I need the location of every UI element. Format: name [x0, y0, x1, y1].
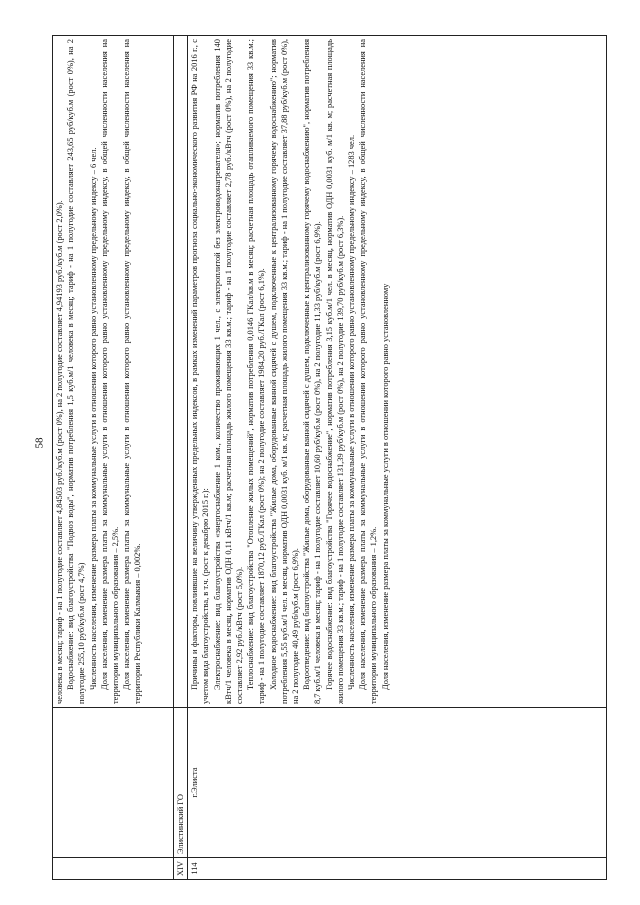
tariff-table — [52, 35, 607, 880]
paragraph: Холодное водоснабжение: вид благоустройства "Жилые дома, оборудованные ванной сидячей с душем, подключенные к централизованному горячему водоснабжению"; норматив потребления 5,55 куб.м/1 чел. в месяц, норматив ОДН 0,0031 куб. м/1 кв. м; расчетная площадь жилого помещения 33 кв.м.; тариф - на 1 полугодие составляет 37,88 руб/куб.м (рост 0%), на 2 полугодие 40,49 руб/куб.м (рост 6,9%). — [268, 39, 301, 704]
paragraph: Численность населения, изменение размера платы за коммунальные услуги в отношении которого равно установленному предельному индексу – 6 чел. — [88, 147, 98, 690]
continuation-number-cell — [53, 858, 174, 880]
continuation-text-cell — [53, 36, 174, 708]
entry-row — [188, 36, 607, 880]
paragraph: Численность населения, изменение размера платы за коммунальные услуги в отношении которого равно установленному предельному индексу – 1283 чел. — [347, 134, 357, 690]
paragraph: Водоснабжение: вид благоустройства "Подвоз воды", норматив потребления 1,5 куб.м/1 человека в месяц; тариф - на 1 полугодие составляет 243,65 руб/куб.м (рост 0%), на 2 полугодие 255,10 руб/куб.м (рост 4,7%) — [66, 39, 87, 704]
paragraph: Доля населения, изменение размера платы за коммунальные услуги в отношении которого равно установленному предельному индексу, в общей численности населения на территории муниципального образования – 2,5%. — [99, 39, 121, 704]
document-table-rotated — [52, 35, 607, 880]
page-number: 58 — [33, 437, 46, 449]
section-number: XIV — [174, 858, 188, 880]
paragraph: Горячее водоснабжение: вид благоустройства "Горячее водоснабжение", норматив потребления 3,15 куб.м/1 чел. в месяц, норматив ОДН 0,0031 куб. м/1 кв. м; расчетная площадь жилого помещения 33 кв.м.; тариф - на 1 полугодие составляет 131,39 руб/куб.м (рост 0%), на 2 полугодие 139,70 руб/куб.м (рост 6,3%). — [324, 39, 345, 704]
paragraph: Электроснабжение: вид благоустройства «энергоснабжение 1 ком., количество проживающих 1 чел., с электроплитой без электроводонагревателя»; норматив потребления 140 кВтч/1 человека в месяц, норматив ОДН 0,11 кВтч/1 кв.м; расчетная площадь жилого помещения 33 кв.м.; тариф - на 1 полугодие составляет 2,78 руб./кВтч (рост 0%), на 2 полугодие составляет 2,92 руб./кВтч (рост 5,0%). — [212, 39, 245, 704]
section-title: Элистинский ГО — [174, 708, 188, 858]
entry-number: 114 — [188, 858, 607, 880]
entry-text-cell — [188, 36, 607, 708]
paragraph: Причины и факторы, повлиявшие на величину утвержденных предельных индексов, в рамках изменений параметров прогноза социально-экономического развития РФ на 2016 г., с учетом вида благоустройства, в т.ч. (рост к декабрю 2015 г.): — [190, 39, 211, 704]
continuation-municipality-cell — [53, 708, 174, 858]
paragraph: Теплоснабжение: вид благоустройства "Отопление жилых помещений", норматив потребления 0,0146 ГКал/кв.м в месяц; расчетная площадь отапливаемого помещения 33 кв.м.; тариф - на 1 полугодие составляет 1870,12 руб./ГКал (рост 0%); на 2 полугодие составляет 1984,20 руб./ГКал (рост 6,1%). — [246, 39, 267, 704]
entry-municipality: г.Элиста — [188, 708, 607, 858]
paragraph: Доля населения, изменение размера платы за коммунальные услуги в отношении которого равно установленному предельному индексу, в общей численности населения на территории Республики Калмыкия – 0,002%. — [122, 39, 143, 704]
continuation-row — [53, 36, 174, 880]
paragraph: Доля населения, изменение размера платы за коммунальные услуги в отношении которого равно установленному — [380, 283, 390, 690]
paragraph: Водоотведение: вид благоустройства "Жилые дома, оборудованные ванной сидячей с душем, подключенные к централизованному горячему водоснабжению", норматив потребления 8,7 куб.м/1 человека в месяц; тариф - на 1 полугодие составляет 10,60 руб/куб.м (рост 0%), на 2 полугодие 11,33 руб/куб.м (рост 6,9%). — [302, 39, 323, 704]
paragraph: человека в месяц; тариф - на 1 полугодие составляет 4,84503 руб./куб.м (рост 0%), на 2 полугодие составляет 4,94193 руб./куб.м (рост 2,0%). — [55, 200, 64, 704]
paragraph: Доля населения, изменение размера платы за коммунальные услуги в отношении которого равно установленному предельному индексу, в общей численности населения на территории муниципального образования – 1,2%. — [358, 39, 379, 704]
section-row — [174, 36, 188, 880]
section-empty-cell — [174, 36, 188, 708]
